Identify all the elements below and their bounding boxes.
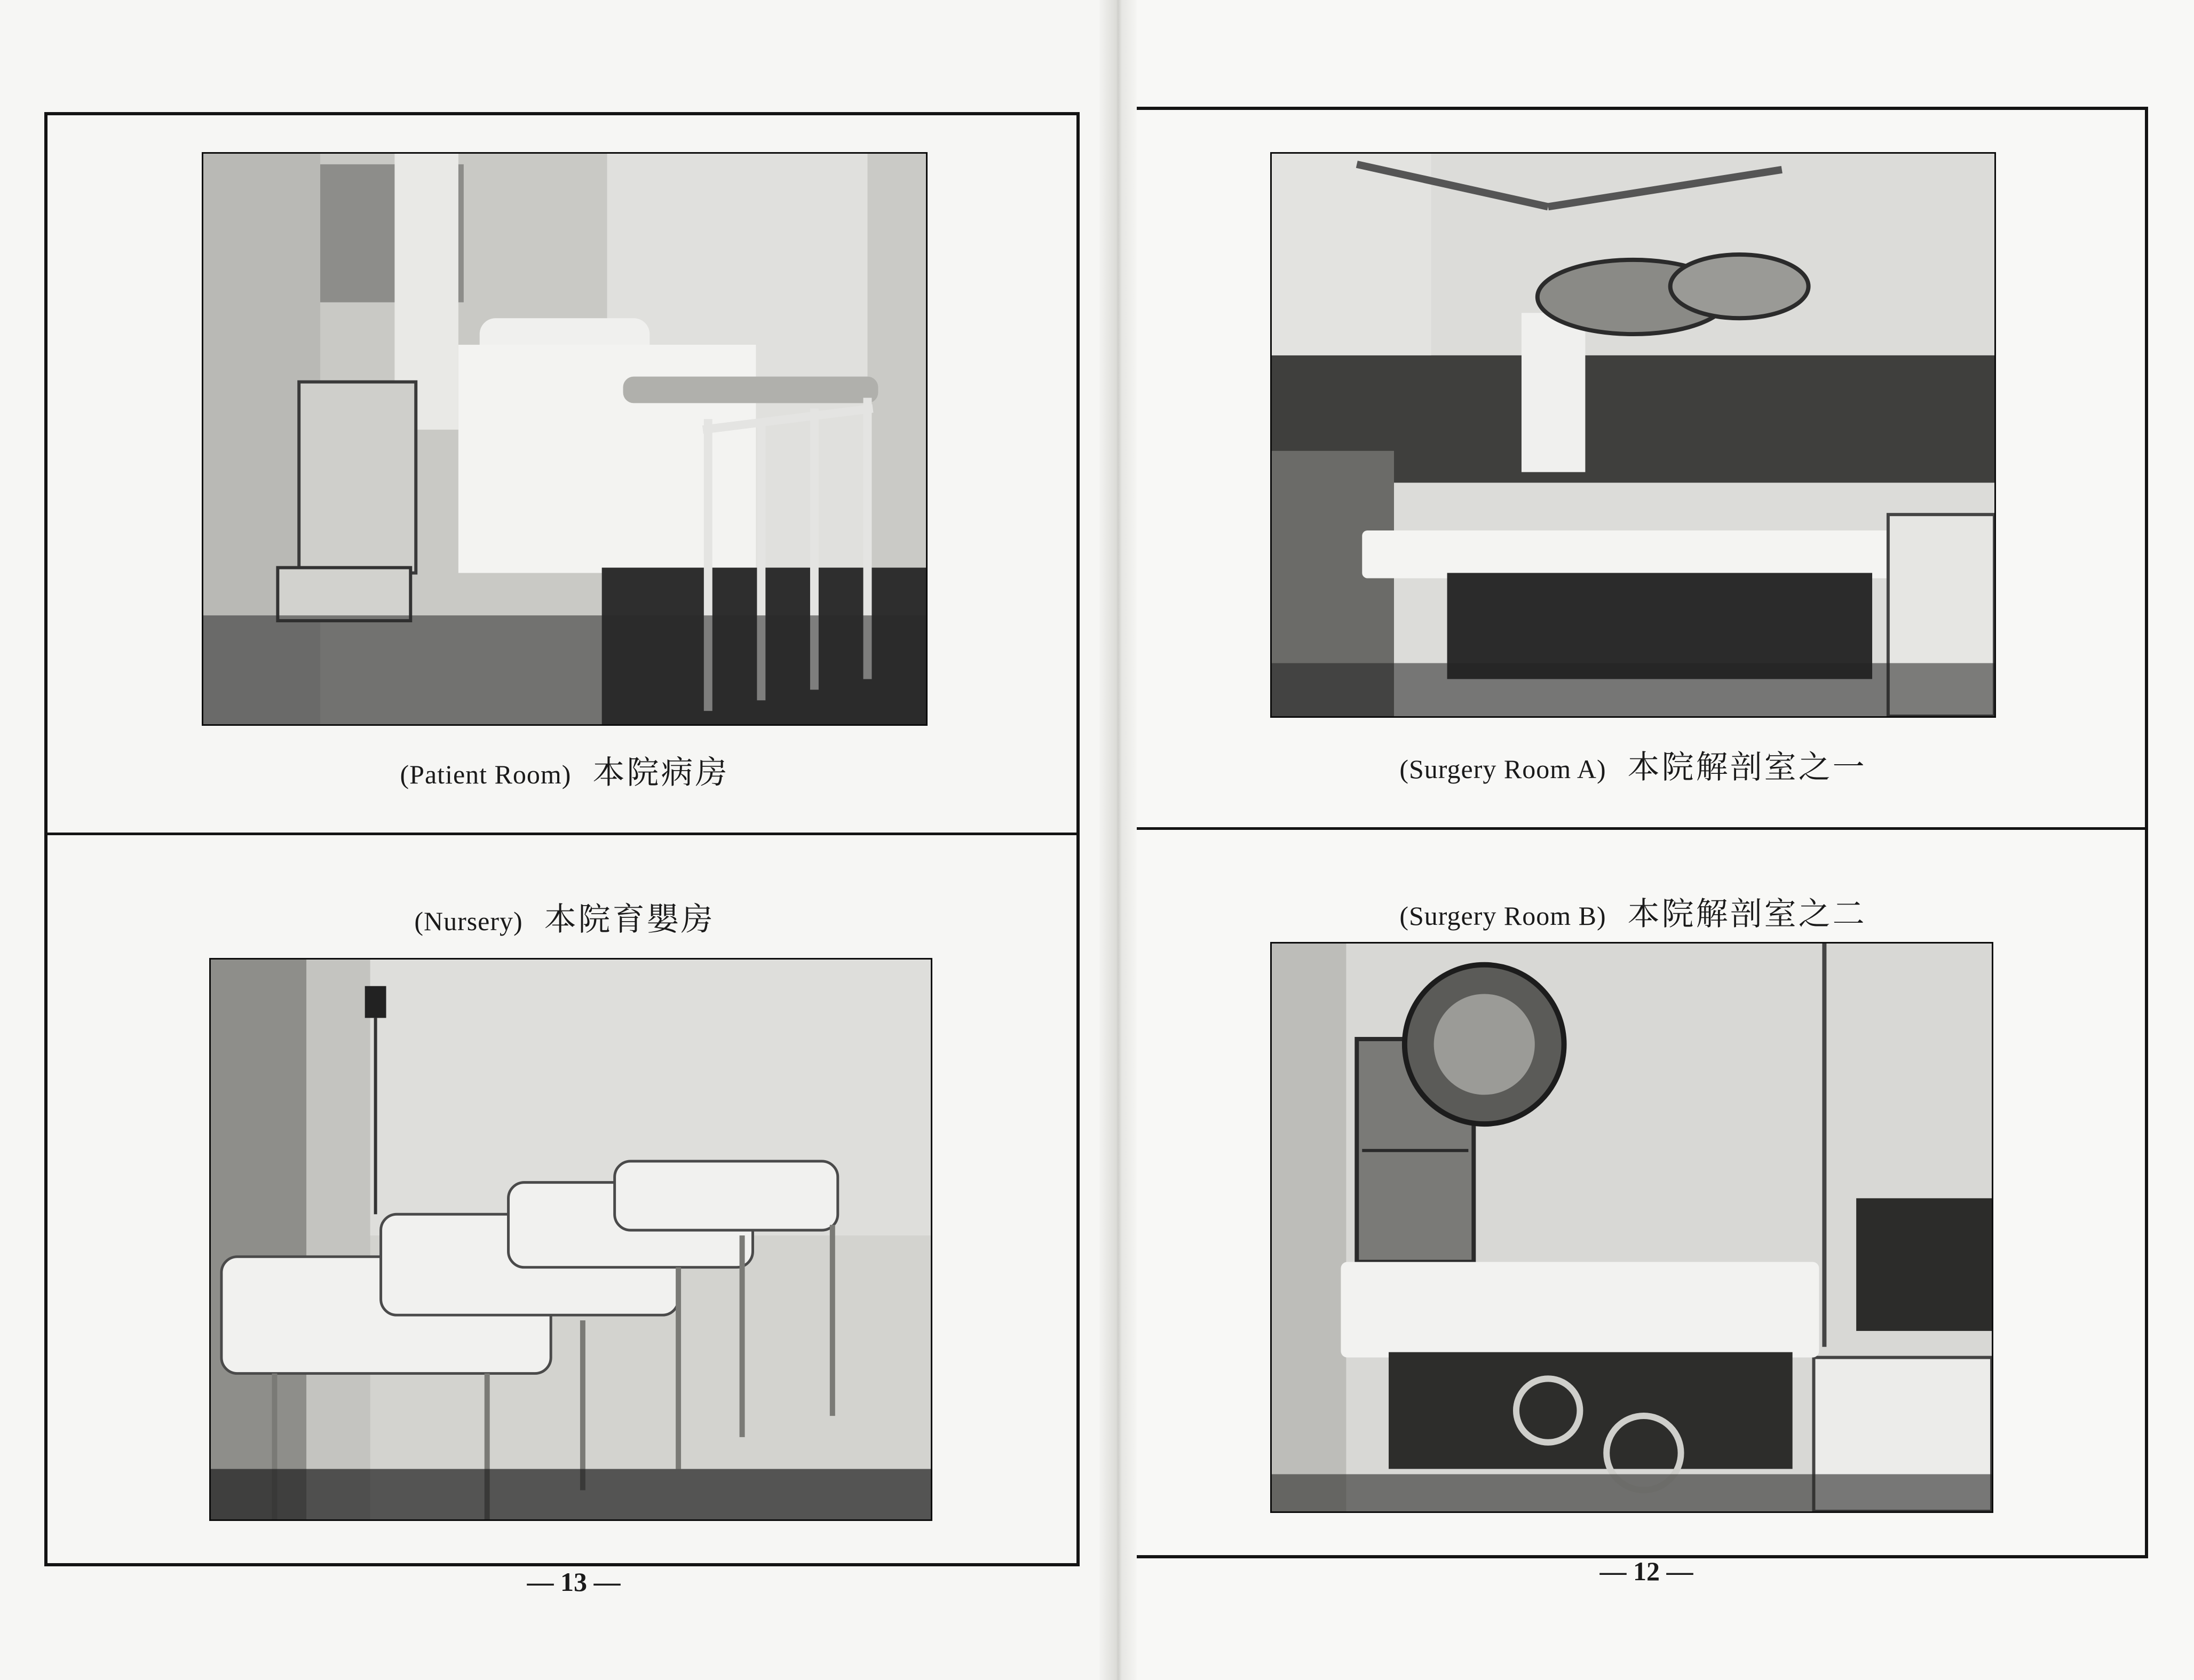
patient-room-image	[203, 154, 926, 724]
caption-patient-room-en: (Patient Room)	[400, 759, 572, 789]
left-page-divider	[44, 833, 1080, 835]
photo-surgery-room-a	[1270, 152, 1996, 718]
caption-surgery-room-a-cn: 本院解剖室之一	[1627, 749, 1867, 786]
surgery-room-a-image	[1272, 154, 1994, 716]
caption-nursery-cn: 本院育嬰房	[544, 901, 715, 938]
caption-surgery-room-b-en: (Surgery Room B)	[1399, 901, 1606, 931]
photo-patient-room	[202, 152, 928, 726]
caption-nursery	[202, 894, 928, 940]
caption-nursery-en: (Nursery)	[414, 906, 523, 936]
caption-surgery-room-b	[1270, 889, 1996, 934]
nursery-image	[211, 960, 931, 1519]
page-gutter	[1099, 0, 1137, 1680]
right-page-number: — 12 —	[1599, 1556, 1693, 1586]
caption-patient-room	[202, 747, 928, 793]
photo-nursery	[209, 958, 932, 1521]
caption-surgery-room-a	[1270, 742, 1996, 788]
caption-surgery-room-b-cn: 本院解剖室之二	[1627, 896, 1867, 933]
right-page	[1118, 0, 2194, 1680]
right-page-divider	[1123, 827, 2148, 830]
left-page-number: — 13 —	[527, 1567, 621, 1597]
caption-patient-room-cn: 本院病房	[592, 754, 730, 791]
photo-surgery-room-b	[1270, 942, 1993, 1513]
caption-surgery-room-a-en: (Surgery Room A)	[1399, 754, 1606, 784]
surgery-room-b-image	[1272, 944, 1992, 1511]
